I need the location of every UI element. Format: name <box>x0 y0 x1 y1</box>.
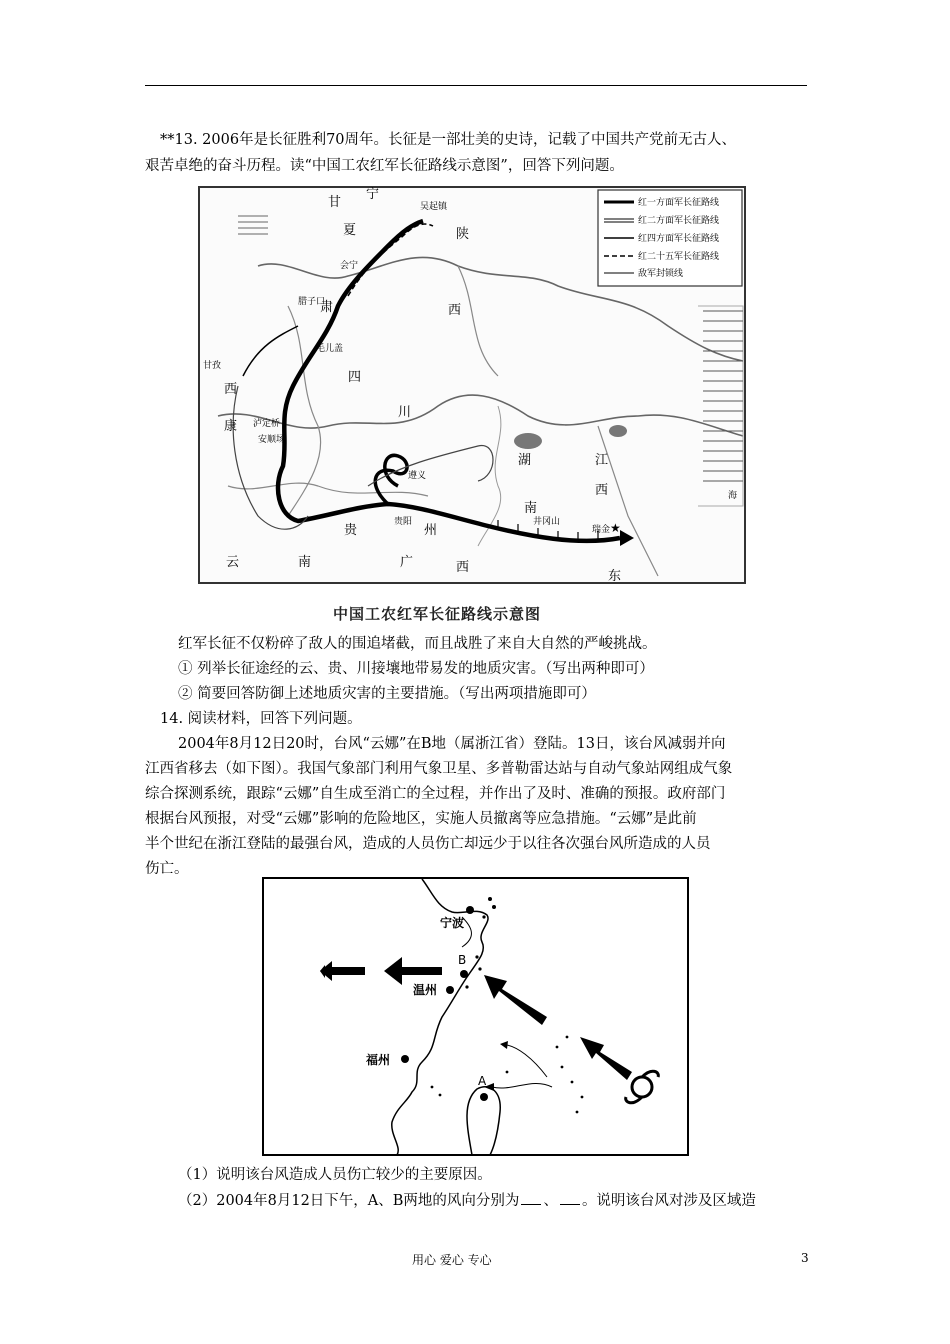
answer-blank-a[interactable] <box>521 1190 541 1205</box>
q13-line2: 艰苦卓绝的奋斗历程。读“中国工农红军长征路线示意图”，回答下列问题。 <box>145 158 624 174</box>
legend-5: 敌军封锁线 <box>638 269 684 279</box>
q14-title: 14. 阅读材料，回答下列问题。 <box>160 711 362 727</box>
answer-blank-b[interactable] <box>560 1190 580 1205</box>
place-xikang-xi: 西 <box>224 382 238 397</box>
q13-text3: ② 简要回答防御上述地质灾害的主要措施。（写出两项措施即可） <box>178 686 596 702</box>
place-jiangxi-xi: 西 <box>595 483 609 498</box>
q13-line1: **13. 2006年是长征胜利70周年。长征是一部壮美的史诗，记载了中国共产党前无古人、 <box>160 132 737 148</box>
place-xia: 夏 <box>343 223 357 238</box>
typhoon-map <box>262 877 689 1156</box>
legend-4: 红二十五军长征路线 <box>638 252 720 262</box>
place-zhou: 州 <box>424 523 438 538</box>
place-gui: 贵 <box>344 523 358 538</box>
place-dong: 东 <box>608 569 622 584</box>
long-march-map <box>198 186 746 584</box>
place-jinggangshan: 井冈山 <box>533 517 561 527</box>
city-fuzhou: 福州 <box>366 1053 391 1067</box>
q14-p4: 根据台风预报，对受“云娜”影响的危险地区，实施人员撤离等应急措施。“云娜”是此前 <box>145 811 697 827</box>
place-shaan: 陕 <box>456 227 470 242</box>
q14-p5: 半个世纪在浙江登陆的最强台风，造成的人员伤亡却远少于以往各次强台风所造成的人员 <box>145 836 711 852</box>
place-gan: 甘 <box>328 195 342 210</box>
legend-2: 红二方面军长征路线 <box>638 216 720 226</box>
place-yun: 云 <box>226 555 240 570</box>
q14-p6: 伤亡。 <box>145 861 189 877</box>
place-nan: 南 <box>524 501 538 516</box>
map1-title: 中国工农红军长征路线示意图 <box>333 605 542 623</box>
place-huining: 会宁 <box>340 261 359 271</box>
place-hai: 海 <box>728 491 738 501</box>
place-guang: 广 <box>400 555 414 570</box>
place-ludingqiao: 泸定桥 <box>253 419 281 429</box>
place-yunnan-nan: 南 <box>298 555 312 570</box>
header-rule <box>145 85 807 86</box>
place-xikang-kang: 康 <box>224 419 238 434</box>
place-zunyi: 遵义 <box>408 471 427 481</box>
place-maoergai: 毛儿盖 <box>316 344 344 354</box>
place-wuqizhen: 吴起镇 <box>420 202 448 212</box>
label-a: A <box>478 1074 487 1088</box>
place-jiang: 江 <box>595 453 609 468</box>
place-ruijin: 瑞金 <box>592 525 611 535</box>
q14-sub2-sep: 、 <box>543 1193 558 1209</box>
q14-p3: 综合探测系统，跟踪“云娜”自生成至消亡的全过程，并作出了及时、准确的预报。政府部门 <box>145 786 726 802</box>
place-sichuan-chuan: 川 <box>398 405 412 420</box>
place-anshunchang: 安顺场 <box>258 435 286 445</box>
q14-sub2-a: （2）2004年8月12日下午，A、B两地的风向分别为 <box>178 1193 520 1209</box>
label-b: B <box>458 953 467 967</box>
q14-sub2 <box>178 1190 756 1211</box>
place-xi-prov: 西 <box>448 303 462 318</box>
place-lazikou: 腊子口 <box>298 297 326 307</box>
place-ning: 宁 <box>366 187 380 202</box>
q14-p2: 江西省移去（如下图）。我国气象部门利用气象卫星、多普勒雷达站与自动气象站网组成气象 <box>145 761 733 777</box>
footer-motto: 用心 爱心 专心 <box>412 1253 492 1267</box>
legend-1: 红一方面军长征路线 <box>638 198 720 208</box>
q13-text2: ① 列举长征途经的云、贵、川接壤地带易发的地质灾害。（写出两种即可） <box>178 661 654 677</box>
city-ningbo: 宁波 <box>440 916 465 930</box>
q14-sub1: （1）说明该台风造成人员伤亡较少的主要原因。 <box>178 1167 492 1183</box>
place-su: 肃 <box>320 300 334 315</box>
place-ganzi: 甘孜 <box>203 361 222 371</box>
city-wenzhou: 温州 <box>413 983 438 997</box>
place-guiyang: 贵阳 <box>394 517 413 527</box>
page-number: 3 <box>801 1251 809 1265</box>
place-guangxi-xi: 西 <box>456 560 470 575</box>
q13-text1: 红军长征不仅粉碎了敌人的围追堵截，而且战胜了来自大自然的严峻挑战。 <box>178 636 657 652</box>
place-sichuan-si: 四 <box>348 370 362 385</box>
legend-3: 红四方面军长征路线 <box>638 234 720 244</box>
q14-sub2-b: 。说明该台风对涉及区域造 <box>581 1193 756 1209</box>
place-hu: 湖 <box>518 453 532 468</box>
star-icon: ★ <box>610 521 621 535</box>
q14-p1: 2004年8月12日20时，台风“云娜”在B地（属浙江省）登陆。13日，该台风减弱并向 <box>178 736 726 752</box>
